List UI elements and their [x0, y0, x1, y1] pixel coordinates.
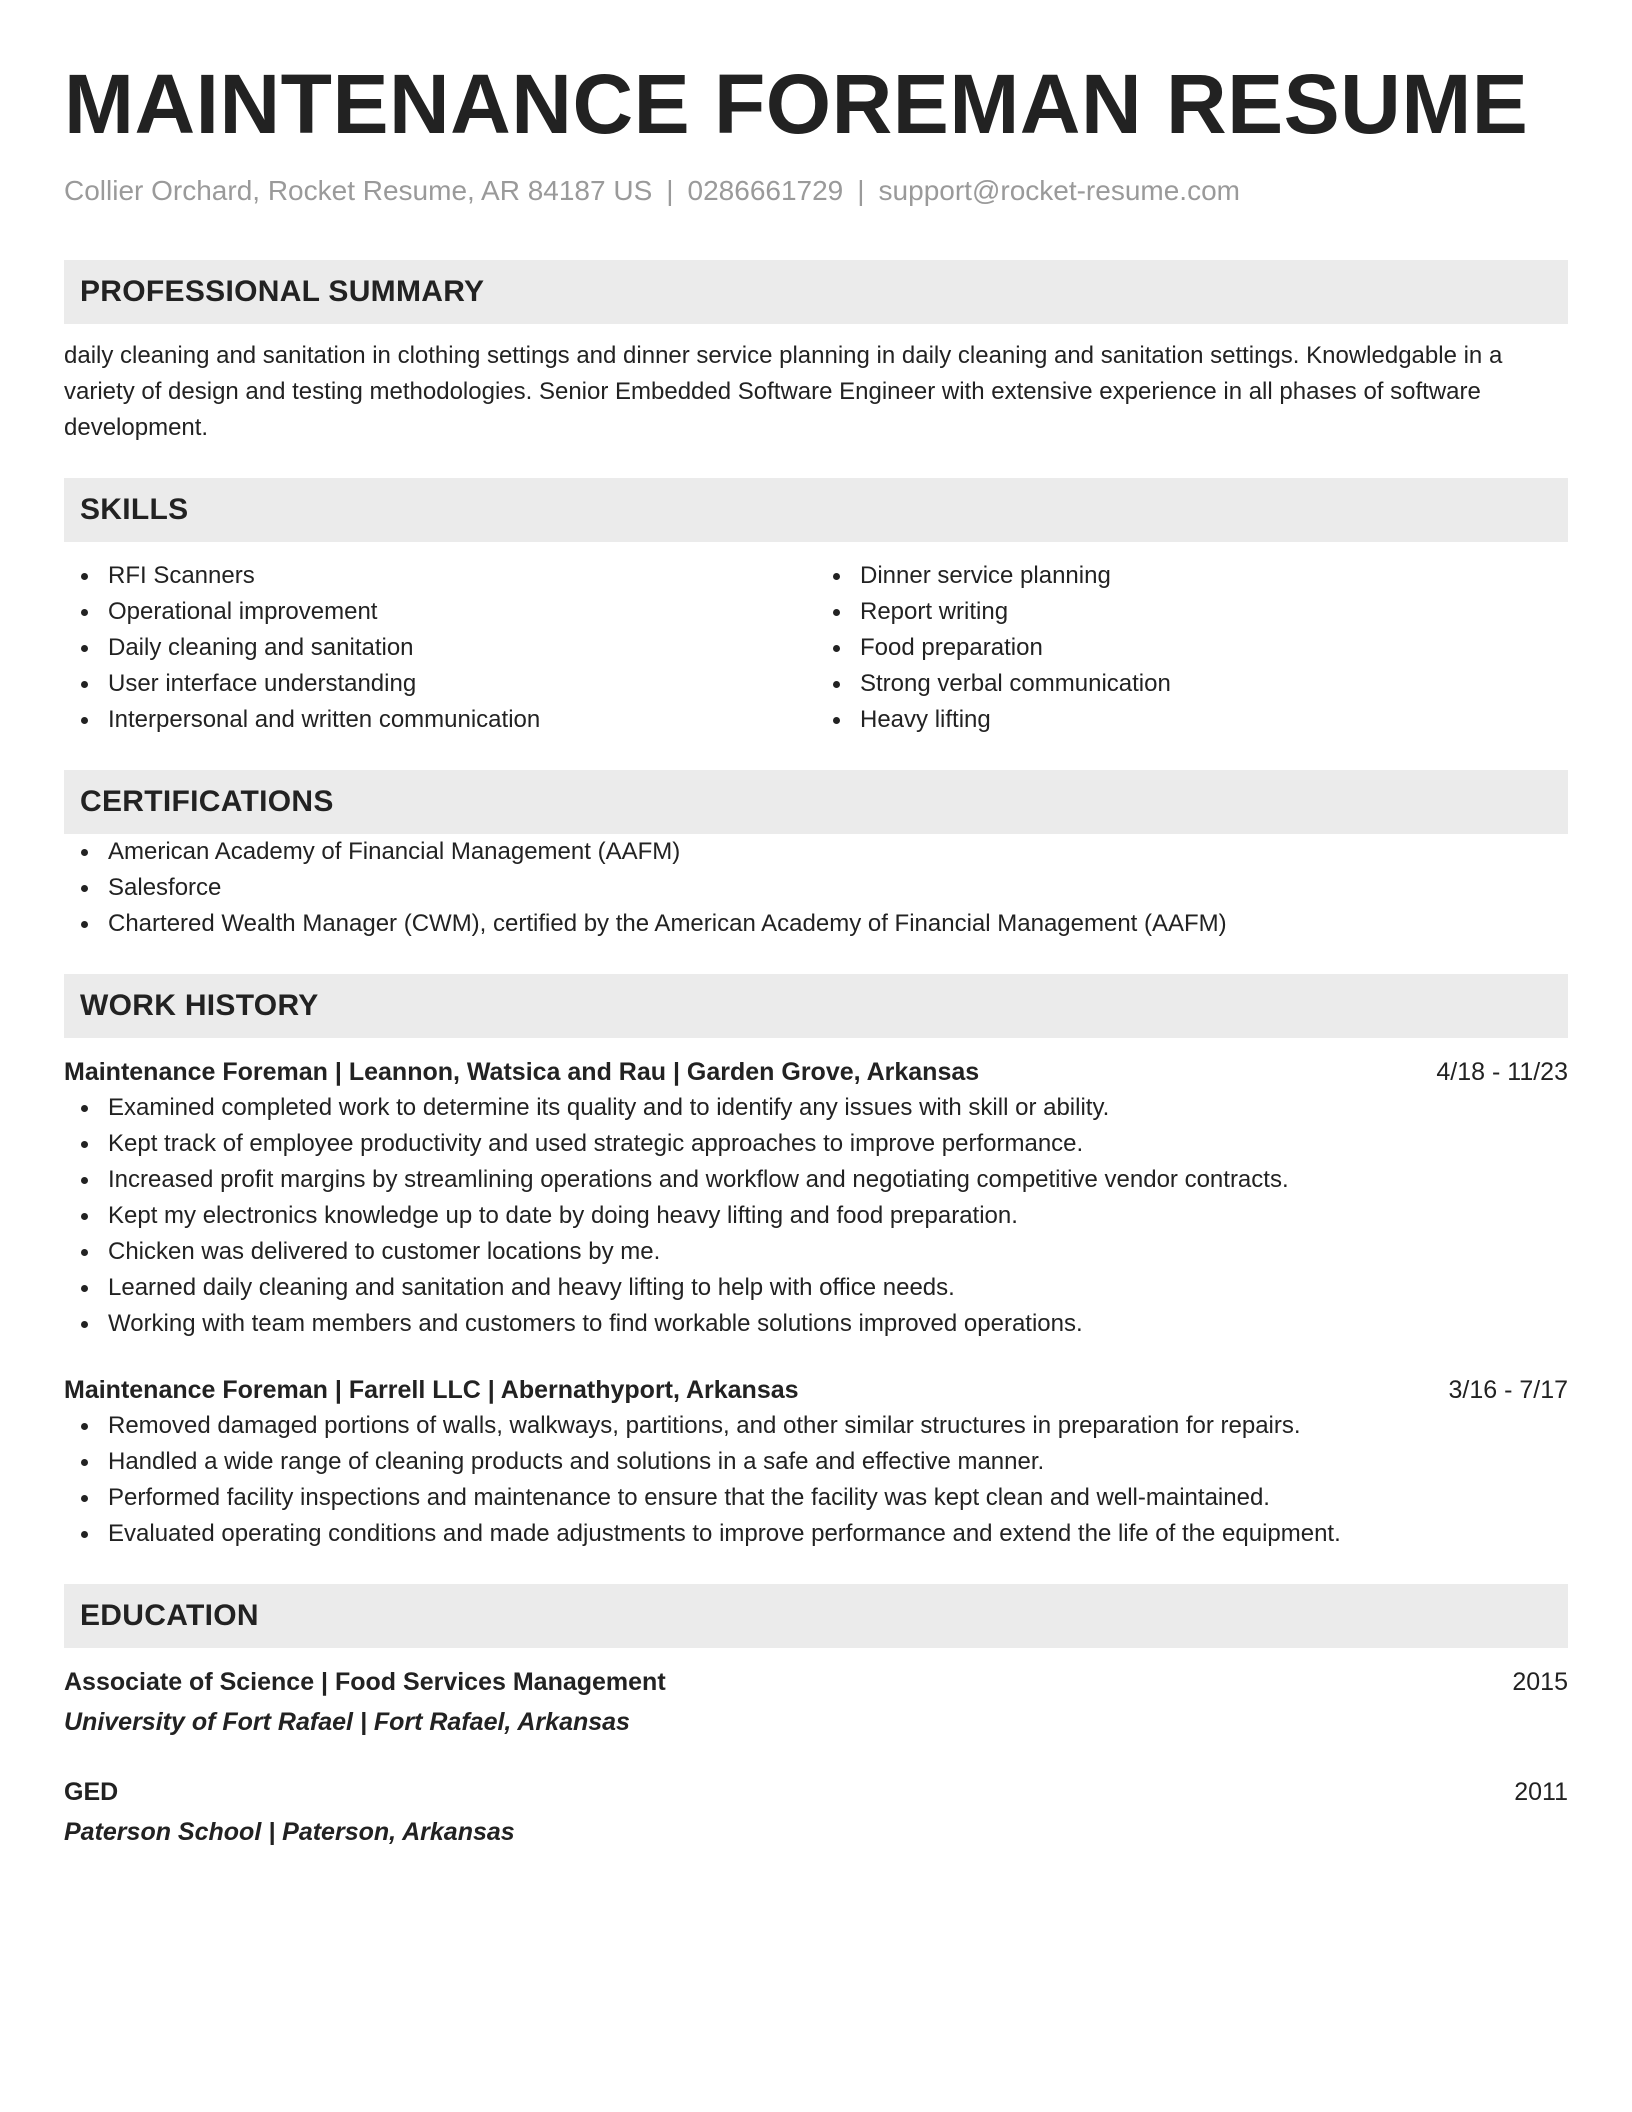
certifications-heading: CERTIFICATIONS [64, 770, 1568, 834]
certifications-list [64, 834, 1568, 942]
job-duty: Examined completed work to determine its quality and to identify any issues with skill or ability. [64, 1090, 1568, 1126]
contact-phone: 0286661729 [687, 175, 844, 206]
education-degree: GED [64, 1778, 119, 1806]
education-school: University of Fort Rafael | Fort Rafael, Arkansas [64, 1708, 630, 1736]
skills-columns [64, 558, 1568, 738]
job-header [64, 1054, 1568, 1090]
certification-item: Chartered Wealth Manager (CWM), certified by the American Academy of Financial Management (AAFM) [64, 906, 1568, 942]
contact-address: Collier Orchard, Rocket Resume, AR 84187 US [64, 175, 653, 206]
job-duty: Performed facility inspections and maintenance to ensure that the facility was kept clean and well-maintained. [64, 1480, 1568, 1516]
education-year: 2011 [1514, 1778, 1568, 1806]
education-header [64, 1664, 1568, 1700]
contact-line [64, 174, 1568, 208]
education-degree: Associate of Science | Food Services Management [64, 1668, 666, 1696]
certification-item: Salesforce [64, 870, 1568, 906]
work-history-heading: WORK HISTORY [64, 974, 1568, 1038]
job-duty: Working with team members and customers to find workable solutions improved operations. [64, 1306, 1568, 1342]
skills-heading: SKILLS [64, 478, 1568, 542]
job-title: Maintenance Foreman | Leannon, Watsica and Rau | Garden Grove, Arkansas [64, 1058, 980, 1086]
job-duty: Learned daily cleaning and sanitation and heavy lifting to help with office needs. [64, 1270, 1568, 1306]
skill-item: Heavy lifting [816, 702, 1568, 738]
job-duty: Removed damaged portions of walls, walkways, partitions, and other similar structures in preparation for repairs. [64, 1408, 1568, 1444]
skill-item: Daily cleaning and sanitation [64, 630, 816, 666]
job-duty: Kept track of employee productivity and used strategic approaches to improve performance. [64, 1126, 1568, 1162]
job-duty: Increased profit margins by streamlining operations and workflow and negotiating competitive vendor contracts. [64, 1162, 1568, 1198]
contact-separator: | [857, 175, 865, 206]
skills-left-list [64, 558, 816, 738]
contact-separator: | [666, 175, 674, 206]
job-duty: Handled a wide range of cleaning products and solutions in a safe and effective manner. [64, 1444, 1568, 1480]
contact-email: support@rocket-resume.com [878, 175, 1240, 206]
resume-title: MAINTENANCE FOREMAN RESUME [64, 57, 1529, 151]
education-header [64, 1774, 1568, 1810]
job-dates: 4/18 - 11/23 [1436, 1058, 1568, 1086]
education-entry [64, 1774, 1568, 1850]
skill-item: RFI Scanners [64, 558, 816, 594]
summary-heading: PROFESSIONAL SUMMARY [64, 260, 1568, 324]
skill-item: Report writing [816, 594, 1568, 630]
job-header [64, 1372, 1568, 1408]
certification-item: American Academy of Financial Management (AAFM) [64, 834, 1568, 870]
job-duty: Kept my electronics knowledge up to date by doing heavy lifting and food preparation. [64, 1198, 1568, 1234]
job-duties-list [64, 1090, 1568, 1342]
job-duty: Evaluated operating conditions and made adjustments to improve performance and extend the life of the equipment. [64, 1516, 1568, 1552]
skills-right-list [816, 558, 1568, 738]
job-duties-list [64, 1408, 1568, 1552]
job-title: Maintenance Foreman | Farrell LLC | Abernathyport, Arkansas [64, 1376, 799, 1404]
education-entry [64, 1664, 1568, 1740]
skill-item: User interface understanding [64, 666, 816, 702]
summary-text: daily cleaning and sanitation in clothing settings and dinner service planning in daily cleaning and sanitation settings. Knowledgable in a variety of design and testing methodologies. Senior Embedded Software Engineer with extensive experience in all phases of software development. [64, 342, 1503, 441]
education-year: 2015 [1512, 1668, 1568, 1696]
job-entry [64, 1054, 1568, 1342]
skill-item: Dinner service planning [816, 558, 1568, 594]
skill-item: Operational improvement [64, 594, 816, 630]
education-heading: EDUCATION [64, 1584, 1568, 1648]
job-dates: 3/16 - 7/17 [1448, 1376, 1568, 1404]
skill-item: Strong verbal communication [816, 666, 1568, 702]
job-duty: Chicken was delivered to customer locations by me. [64, 1234, 1568, 1270]
skill-item: Interpersonal and written communication [64, 702, 816, 738]
education-school: Paterson School | Paterson, Arkansas [64, 1818, 515, 1846]
skill-item: Food preparation [816, 630, 1568, 666]
job-entry [64, 1372, 1568, 1552]
